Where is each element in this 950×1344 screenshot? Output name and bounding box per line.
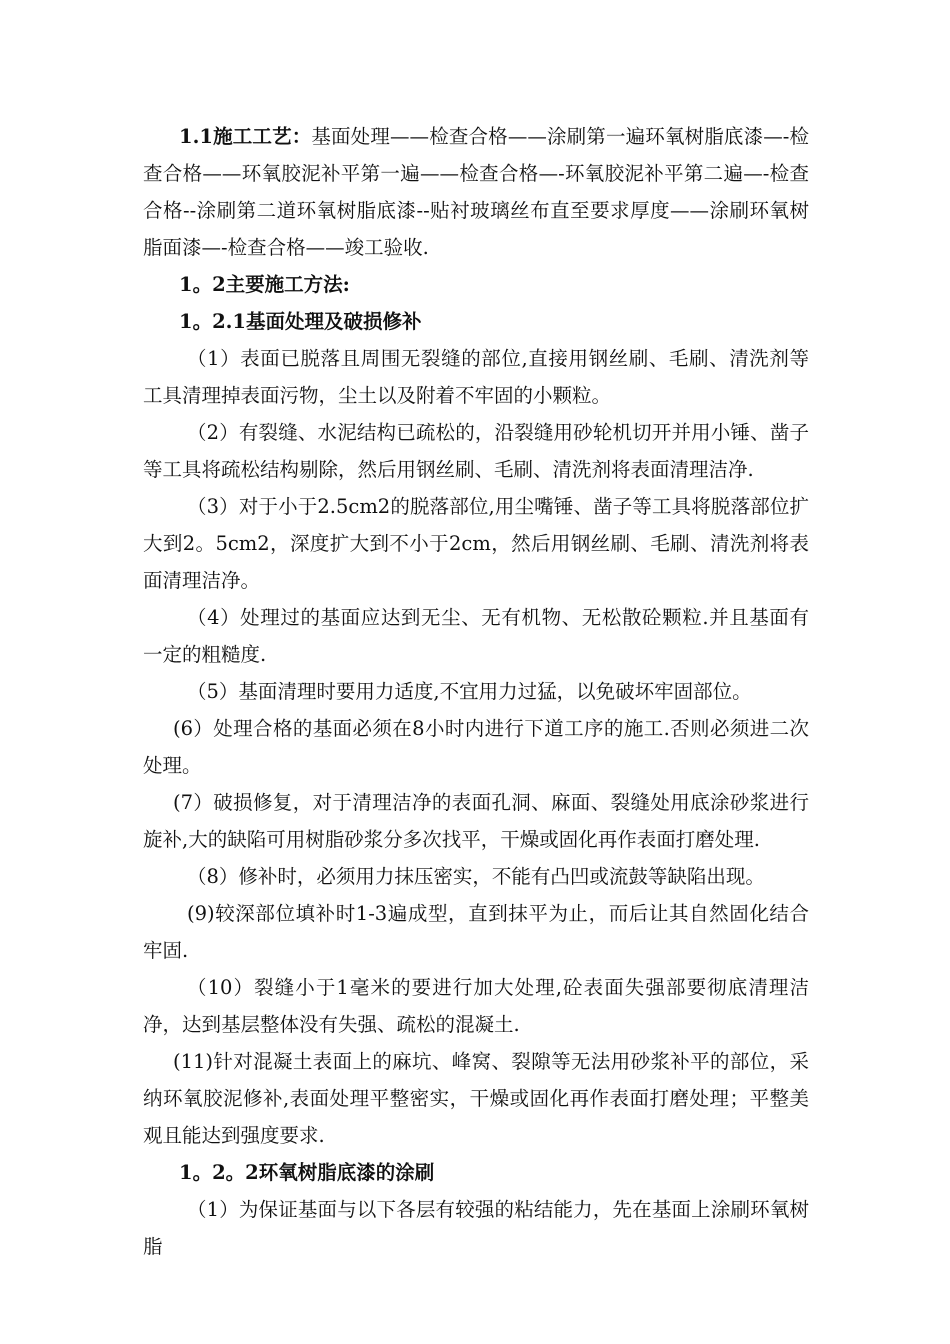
section-1-1-text: 基面处理——检查合格——涂刷第一遍环氧树脂底漆—-检查合格——环氧胶泥补平第一遍——检查合格—-环氧胶泥补平第二遍—-检查合格--涂刷第二道环氧树脂底漆--贴衬玻璃丝布直至要求厚度——涂刷环氧树脂面漆—-检查合格——竣工验收. [143,125,809,259]
list-item: (7）破损修复，对于清理洁净的表面孔洞、麻面、裂缝处用底涂砂浆进行旋补,大的缺陷可用树脂砂浆分多次找平，干燥或固化再作表面打磨处理. [143,791,809,851]
section-1-1-label: 1.1施工工艺： [179,125,312,148]
heading-epoxy-primer: 1。2。2环氧树脂底漆的涂刷 [179,1161,435,1184]
list-item: （2）有裂缝、水泥结构已疏松的，沿裂缝用砂轮机切开并用小锤、凿子等工具将疏松结构剔除，然后用钢丝刷、毛刷、清洗剂将表面清理洁净. [143,421,809,481]
list-item: （5）基面清理时要用力适度,不宜用力过猛，以免破坏牢固部位。 [187,680,752,703]
list-item: （3）对于小于2.5cm2的脱落部位,用尘嘴锤、凿子等工具将脱落部位扩大到2。5cm2，深度扩大到不小于2cm，然后用钢丝刷、毛刷、清洗剂将表面清理洁净。 [143,495,809,592]
paragraph-construction-process [143,118,809,266]
list-item: （1）表面已脱落且周围无裂缝的部位,直接用钢丝刷、毛刷、清洗剂等工具清理掉表面污物，尘土以及附着不牢固的小颗粒。 [143,347,809,407]
document-body [143,118,809,1265]
list-item: (9)较深部位填补时1-3遍成型，直到抹平为止，而后让其自然固化结合牢固. [143,902,809,962]
list-item: （4）处理过的基面应达到无尘、无有机物、无松散砼颗粒.并且基面有一定的粗糙度. [143,606,809,666]
heading-base-treatment: 1。2.1基面处理及破损修补 [179,310,422,333]
list-item: （8）修补时，必须用力抹压密实，不能有凸凹或流鼓等缺陷出现。 [187,865,765,888]
list-item: （1）为保证基面与以下各层有较强的粘结能力，先在基面上涂刷环氧树脂 [143,1198,809,1258]
list-item: （10）裂缝小于1毫米的要进行加大处理,砼表面失强部要彻底清理洁净，达到基层整体没有失强、疏松的混凝土. [143,976,809,1036]
list-item: (11)针对混凝土表面上的麻坑、峰窝、裂隙等无法用砂浆补平的部位，采纳环氧胶泥修补,表面处理平整密实，干燥或固化再作表面打磨处理；平整美观且能达到强度要求. [143,1050,809,1147]
list-item: (6）处理合格的基面必须在8小时内进行下道工序的施工.否则必须进二次处理。 [143,717,809,777]
heading-main-methods: 1。2主要施工方法: [179,273,350,296]
